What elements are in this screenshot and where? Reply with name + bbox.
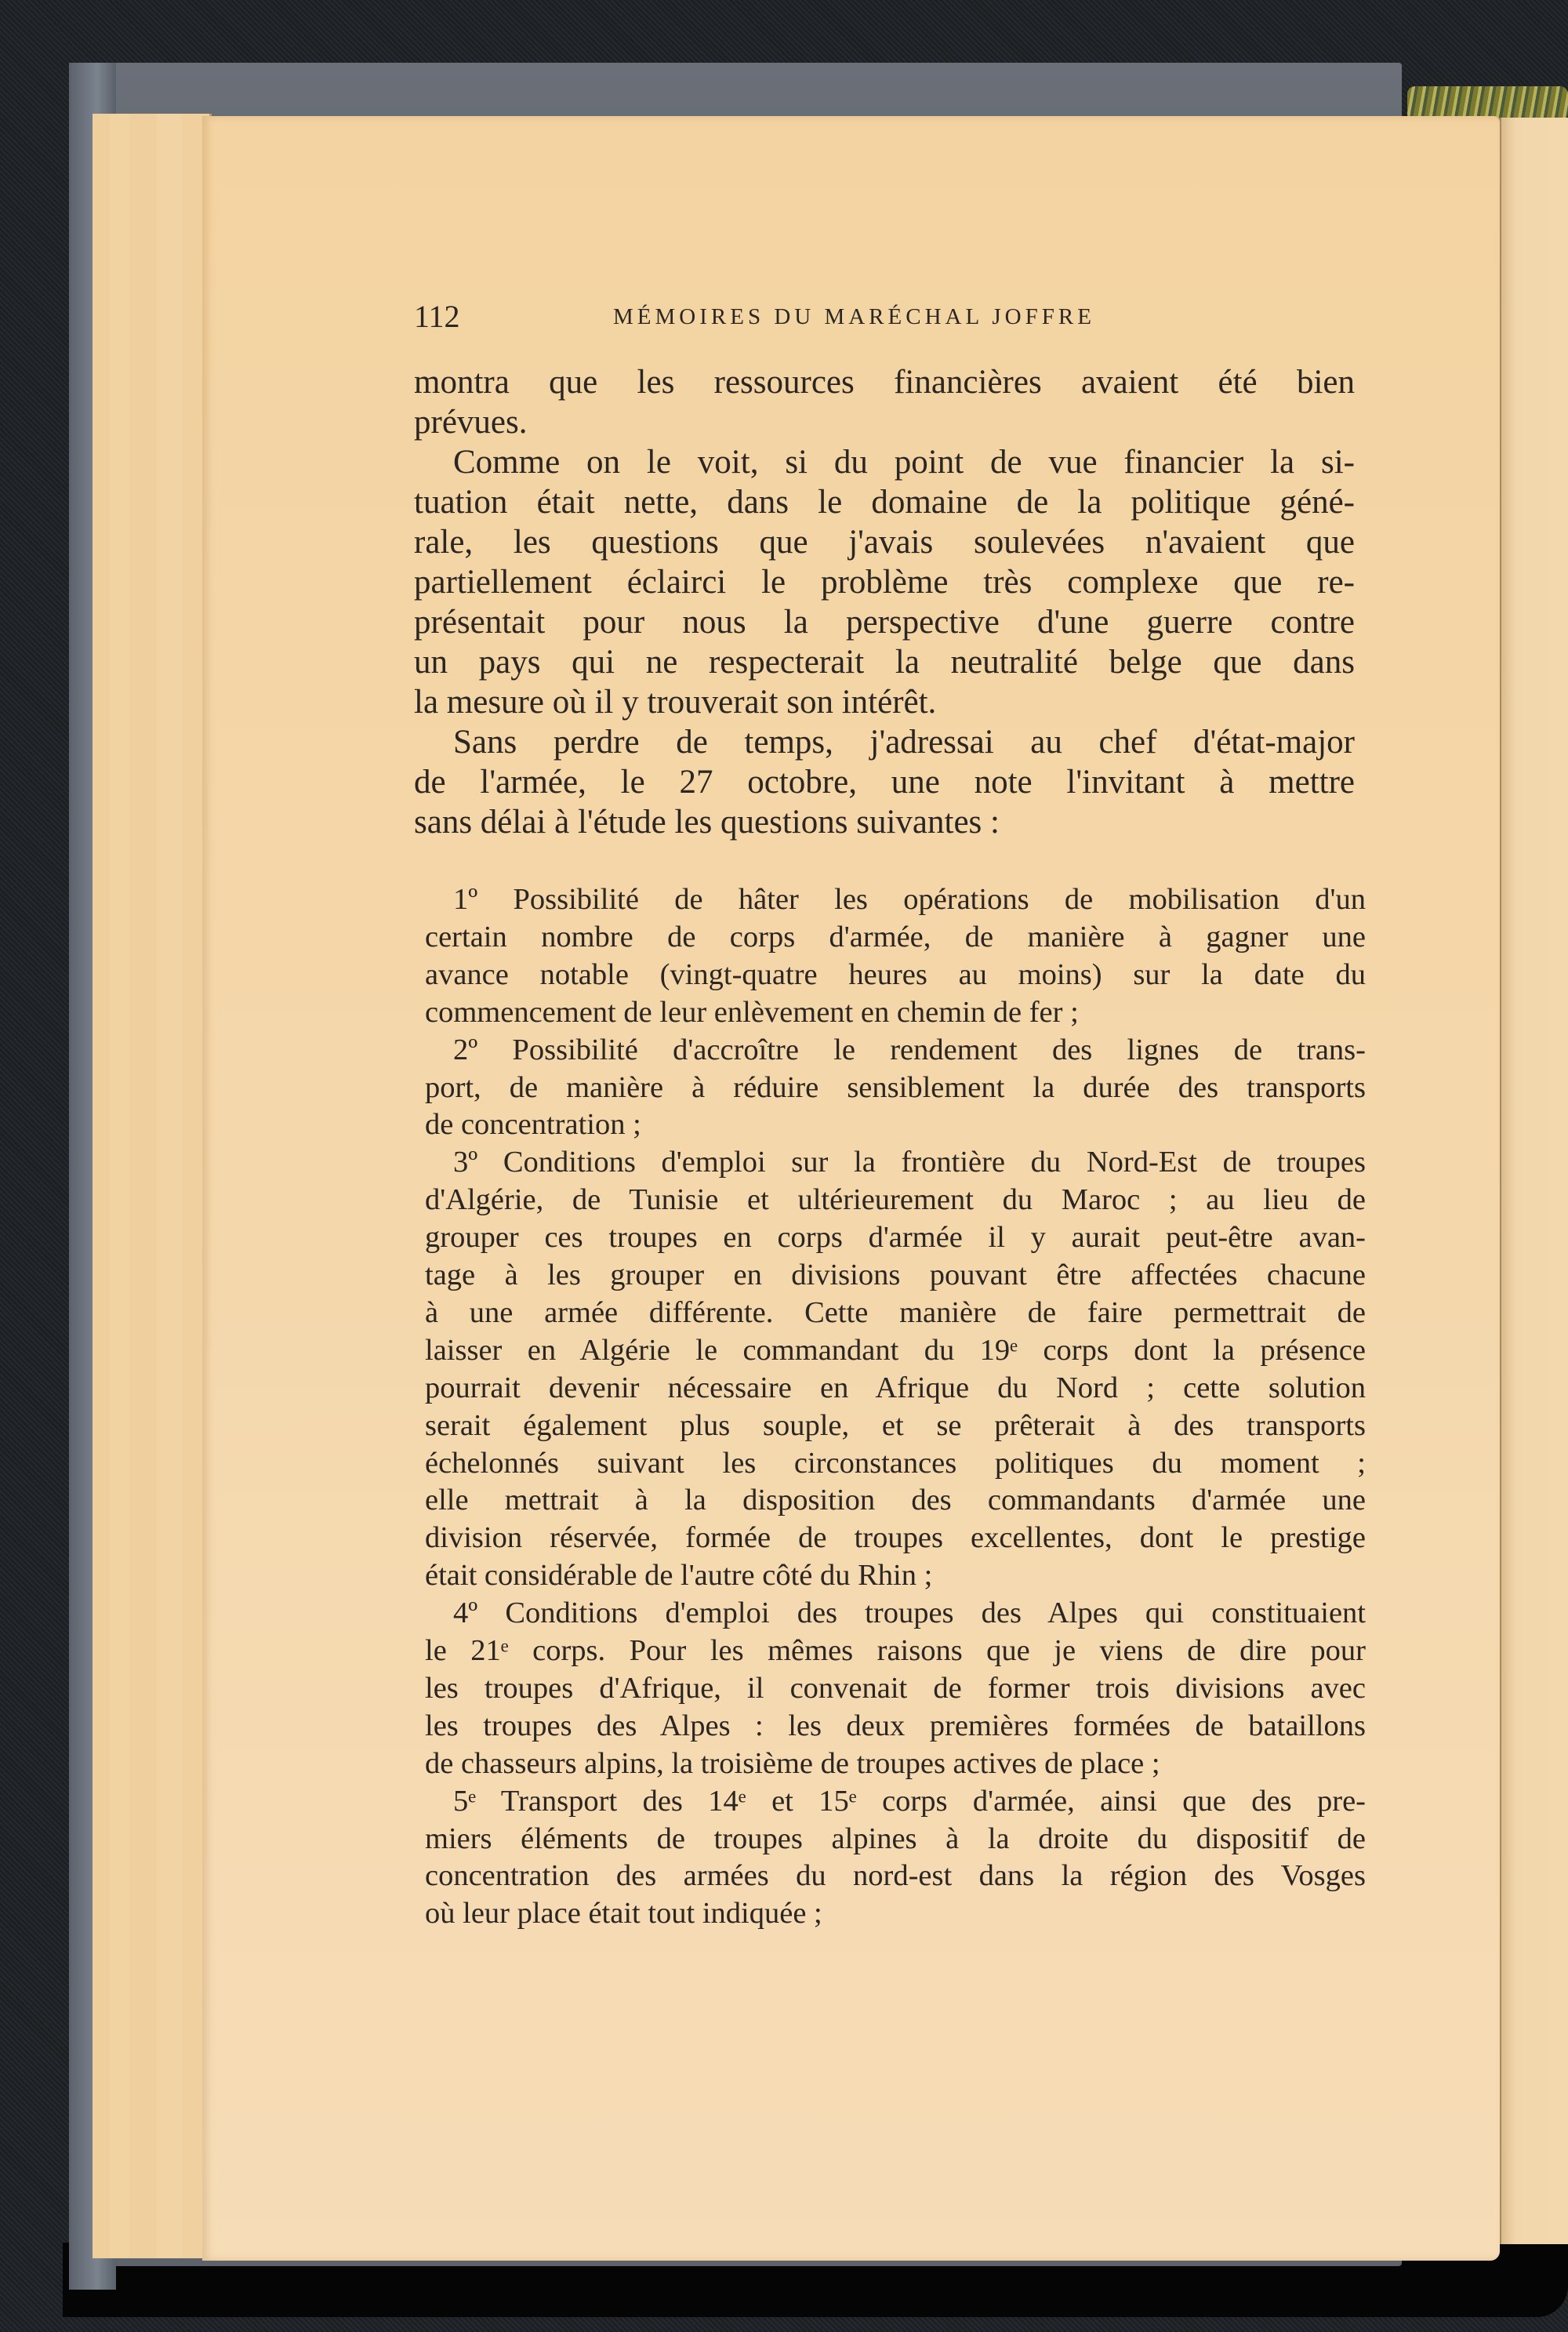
list-item-line: commencement de leur enlèvement en chemin de fer ; [425,995,1079,1029]
list-item-line: pourrait devenir nécessaire en Afrique du Nord ; cette solution [425,1371,1366,1404]
list-item-line: 4º Conditions d'emploi des troupes des Alpes qui constituaient [453,1596,1366,1630]
list-item-line: tage à les grouper en divisions pouvant être affectées chacune [425,1259,1366,1291]
page-number: 112 [414,299,460,334]
list-item-line: d'Algérie, de Tunisie et ultérieurement du Maroc ; au lieu de [425,1183,1366,1217]
paragraph-line: de l'armée, le 27 octobre, une note l'invitant à mettre [414,764,1355,801]
paragraph-line: rale, les questions que j'avais soulevées n'avaient que [414,524,1355,561]
list-item-line: les troupes d'Afrique, il convenait de former trois divisions avec [425,1671,1366,1705]
list-item-line: le 21ᵉ corps. Pour les mêmes raisons que je viens de dire pour [425,1634,1366,1667]
list-item-line: où leur place était tout indiquée ; [425,1897,822,1931]
list-item-line: à une armée différente. Cette manière de faire permettrait de [425,1295,1366,1329]
paragraph-line: un pays qui ne respecterait la neutralité belge que dans [414,644,1355,681]
paragraph-line: tuation était nette, dans le domaine de la politique géné- [414,484,1355,521]
list-item-line: miers éléments de troupes alpines à la droite du dispositif de [425,1822,1366,1855]
paragraph-line: la mesure où il y trouverait son intérêt. [414,684,937,721]
list-item-line: 5ᵉ Transport des 14ᵉ et 15ᵉ corps d'armée, ainsi que des pre- [453,1784,1366,1818]
list-item-line: port, de manière à réduire sensiblement la durée des transports [425,1070,1366,1104]
list-item-line: elle mettrait à la disposition des commandants d'armée une [425,1484,1366,1517]
list-item-line: les troupes des Alpes : les deux premières formées de bataillons [425,1709,1366,1742]
paragraph-line: présentait pour nous la perspective d'une guerre contre [414,604,1355,641]
list-item-line: certain nombre de corps d'armée, de manière à gagner une [425,920,1366,954]
facing-page-edge [1499,118,1568,2244]
paragraph-line: Comme on le voit, si du point de vue financier la si- [453,444,1355,481]
paragraph-line: prévues. [414,404,528,441]
paragraph-line: montra que les ressources financières avaient été bien [414,364,1355,401]
paragraph-line: Sans perdre de temps, j'adressai au chef d'état-major [453,724,1355,761]
list-item-line: de concentration ; [425,1108,641,1142]
list-item-line: 3º Conditions d'emploi sur la frontière du Nord-Est de troupes [453,1146,1366,1179]
paragraph-line: partiellement éclairci le problème très complexe que re- [414,564,1355,601]
list-item-line: 1º Possibilité de hâter les opérations de mobilisation d'un [453,883,1366,916]
list-item-line: avance notable (vingt-quatre heures au moins) sur la date du [425,957,1366,991]
list-item-line: 2º Possibilité d'accroître le rendement des lignes de trans- [453,1033,1366,1066]
list-item-line: laisser en Algérie le commandant du 19ᵉ corps dont la présence [425,1333,1366,1367]
list-item-line: était considérable de l'autre côté du Rhin ; [425,1559,933,1593]
running-title: MÉMOIRES DU MARÉCHAL JOFFRE [613,304,1095,329]
list-item-line: grouper ces troupes en corps d'armée il y aurait peut-être avan- [425,1221,1366,1255]
list-item-line: échelonnés suivant les circonstances politiques du moment ; [425,1446,1366,1480]
paragraph-line: sans délai à l'étude les questions suivantes : [414,804,1000,841]
list-item-line: concentration des armées du nord-est dans la région des Vosges [425,1859,1366,1893]
list-item-line: serait également plus souple, et se prêterait à des transports [425,1408,1366,1442]
list-item-line: de chasseurs alpins, la troisième de troupes actives de place ; [425,1746,1160,1780]
list-item-line: division réservée, formée de troupes excellentes, dont le prestige [425,1521,1366,1555]
